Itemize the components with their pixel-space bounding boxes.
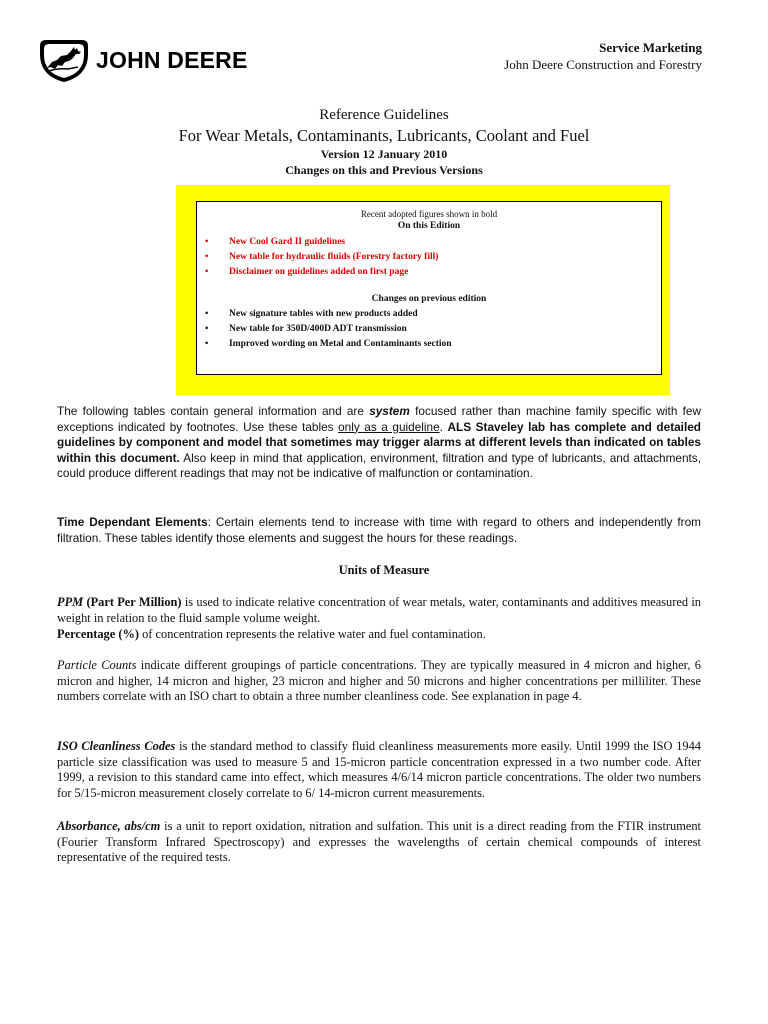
- changes-highlight-box: [176, 185, 670, 395]
- list-item: • Disclaimer on guidelines added on first page: [205, 265, 438, 280]
- time-dependant-text: : Certain elements tend to increase with time with regard to others and independently from filtration. These tables identify those elements and suggest the hours for these readings.: [57, 515, 701, 545]
- john-deere-logo: [38, 38, 262, 84]
- list-item: • New signature tables with new products added: [205, 307, 452, 322]
- time-dependant-paragraph: [57, 515, 701, 546]
- intro-text: Also keep in mind that application, environment, filtration and type of lubricants, and attachments, could produce different readings that may not be indicative of malfunction or contamination.: [57, 450, 701, 481]
- list-item: • New Cool Gard II guidelines: [205, 235, 438, 250]
- logo-wordmark: JOHN DEERE: [96, 47, 248, 73]
- particle-term: Particle Counts: [57, 658, 137, 672]
- iso-term: ISO Cleanliness Codes: [57, 739, 176, 753]
- particle-text: indicate different groupings of particle concentrations. They are typically measured in 4 micron and higher, 6 micron and higher, 14 micron and higher, 23 micron and higher and 50 microns and higher concentrations per milliliter. These numbers correlate with an ISO chart to obtain a three number cleanliness code. See explanation in page 4.: [57, 658, 701, 704]
- list-item: • New table for 350D/400D ADT transmission: [205, 322, 452, 337]
- previous-edition-heading: Changes on previous edition: [371, 294, 487, 304]
- percentage-text: of concentration represents the relative water and fuel contamination.: [139, 627, 486, 641]
- guideline-underline: only as a guideline: [338, 419, 440, 434]
- units-heading: Units of Measure: [338, 563, 430, 577]
- intro-paragraph: [57, 404, 701, 482]
- document-subtitle: For Wear Metals, Contaminants, Lubricants, Coolant and Fuel: [178, 126, 590, 145]
- intro-bold: ALS Staveley lab has complete and detailed guidelines by component and model that sometimes may trigger alarms at different levels than indicated on tables within this document.: [57, 419, 702, 465]
- absorbance-term: Absorbance, abs/cm: [57, 819, 161, 833]
- percentage-term: Percentage (%): [57, 627, 139, 641]
- intro-text: The following tables contain general information and are: [57, 404, 370, 418]
- list-item: • New table for hydraulic fluids (Forestry factory fill): [205, 250, 438, 265]
- ppm-term-bold: (Part Per Million): [83, 595, 182, 609]
- division-label: John Deere Construction and Forestry: [504, 57, 702, 72]
- ppm-paragraph: [57, 595, 701, 626]
- changes-line: Changes on this and Previous Versions: [285, 163, 483, 177]
- department-label: Service Marketing: [599, 40, 702, 55]
- list-item: • Improved wording on Metal and Contaminants section: [205, 337, 452, 352]
- previous-edition-list: [205, 307, 452, 352]
- ppm-text: is used to indicate relative concentration of wear metals, water, contaminants and additives measured in weight in relation to the fluid sample volume weight.: [57, 595, 701, 625]
- header-right: [504, 39, 702, 73]
- iso-paragraph: [57, 739, 701, 801]
- percentage-paragraph: [57, 627, 701, 643]
- this-edition-list: [205, 235, 438, 280]
- ppm-term: PPM: [57, 595, 84, 609]
- intro-text: .: [439, 419, 448, 434]
- document-title: Reference Guidelines: [319, 107, 449, 123]
- leaping-deer-icon: [38, 38, 90, 84]
- changes-box: [196, 201, 662, 375]
- title-block: [0, 106, 768, 178]
- absorbance-text: is a unit to report oxidation, nitration and sulfation. This unit is a direct reading from the FTIR instrument (Fourier Transform Infrared Spectroscopy) and expresses the wavelengths of certain chemical compounds of interest representative of the required tests.: [57, 819, 701, 865]
- intro-text: focused rather than machine family specific with few exceptions indicated by footnotes. Use these tables: [57, 404, 702, 434]
- particle-paragraph: [57, 658, 701, 705]
- absorbance-paragraph: [57, 819, 701, 866]
- intro-emphasis: system: [369, 404, 410, 418]
- time-dependant-label: Time Dependant Elements: [57, 515, 208, 529]
- iso-text: is the standard method to classify fluid cleanliness measurements more easily. Until 1999 the ISO 1944 particle size classification was used to measure 5 and 15-micron particle concentration expressed in a two number code. After 1999, a revision to this standard came into effect, which measures 4/6/14 micron particle concentrations. The older two numbers for 5/15-micron measurement closely correlate to 6/ 14-micron current measurements.: [57, 739, 701, 800]
- this-edition-heading: On this Edition: [397, 221, 461, 231]
- bold-note: Recent adopted figures shown in bold: [360, 209, 498, 219]
- version-line: Version 12 January 2010: [320, 147, 448, 161]
